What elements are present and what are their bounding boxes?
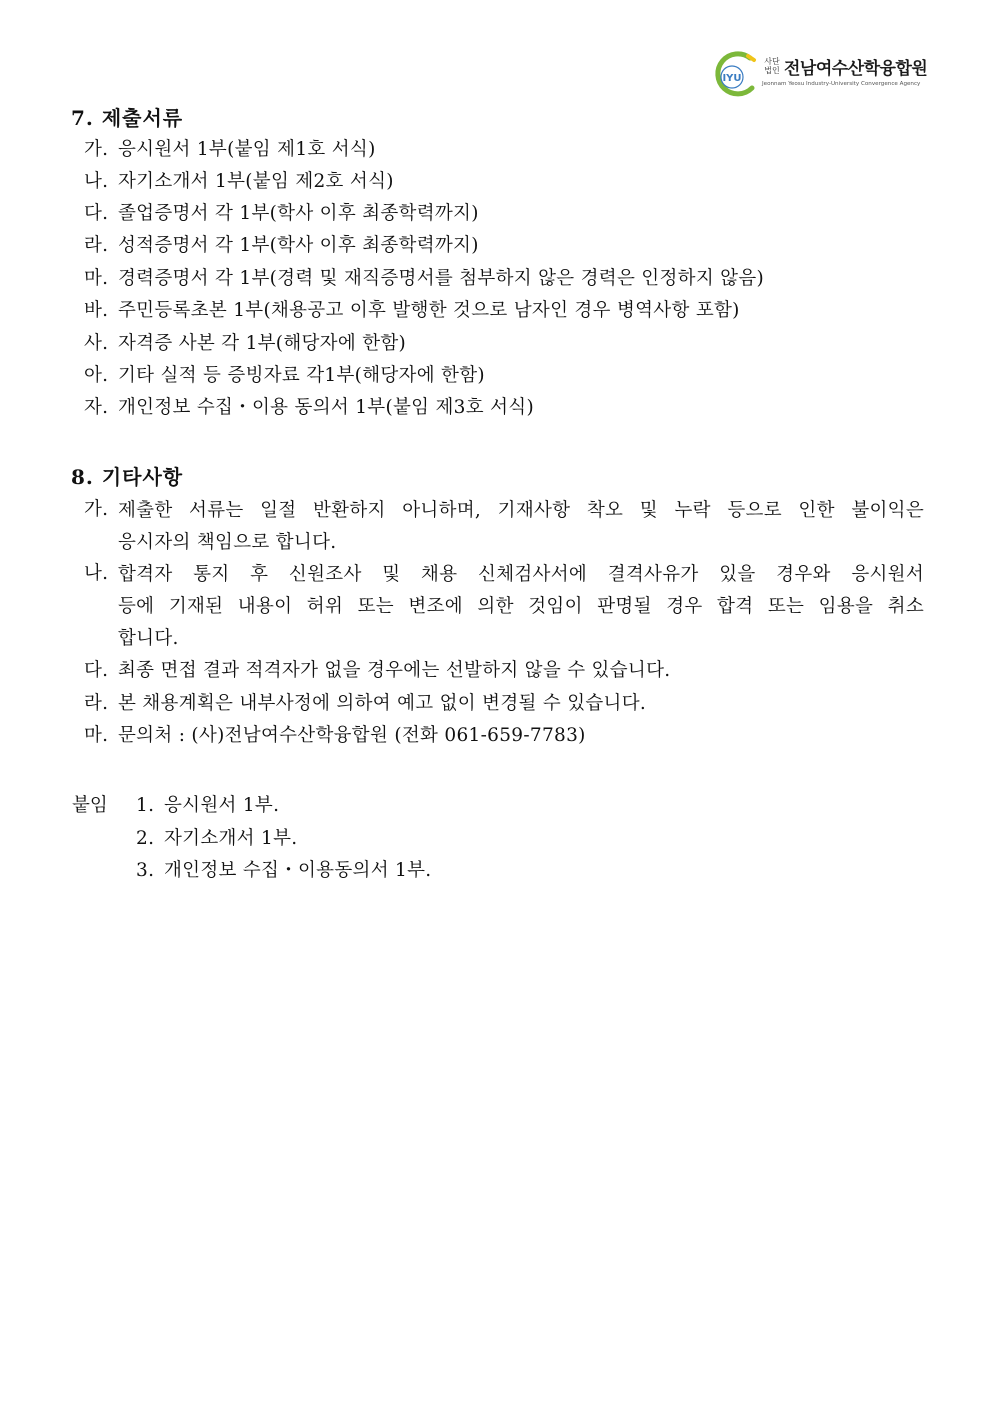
section-7-item [84,135,376,161]
item-mark: 마. [84,268,109,289]
item-mark: 바. [84,300,109,321]
item-text: 졸업증명서 각 1부(학사 이후 최종학력까지) [118,203,479,224]
section-8-item [84,689,646,715]
item-text [118,559,924,655]
item-text: 경력증명서 각 1부(경력 및 재직증명서를 첨부하지 않은 경력은 인정하지 않음) [118,268,765,289]
item-mark: 가. [84,499,109,520]
item-mark: 다. [84,203,109,224]
section-8-title: 8. 기타사항 [71,465,184,489]
logo-prefix-top: 사단 [764,57,780,66]
item-text: 본 채용계획은 내부사정에 의하여 예고 없이 변경될 수 있습니다. [118,693,647,714]
section-7-item [84,361,485,387]
logo-mark-letters: IYU [722,73,742,84]
attachment-number: 1. [136,795,155,816]
section-8-item [84,656,670,682]
attachment-text: 자기소개서 1부. [164,828,298,849]
attachment-text: 개인정보 수집・이용동의서 1부. [164,860,432,881]
attachment-item [136,791,279,817]
section-7-item [84,329,406,355]
item-mark: 나. [84,563,109,584]
item-mark: 자. [84,397,109,418]
item-text: 자격증 사본 각 1부(해당자에 한함) [118,333,407,354]
item-mark: 아. [84,365,109,386]
section-8-item [84,495,924,559]
section-7-item [84,264,764,290]
item-text: 기타 실적 등 증빙자료 각1부(해당자에 한함) [118,365,485,386]
attachment-text: 응시원서 1부. [164,795,280,816]
item-text-line: 등에 기재된 내용이 허위 또는 변조에 의한 것임이 판명될 경우 합격 또는 임용을 취소 [118,596,924,617]
attachment-number: 3. [136,860,155,881]
section-8-item [84,559,924,655]
item-text: 주민등록초본 1부(채용공고 이후 발행한 것으로 남자인 경우 병역사항 포함) [118,300,740,321]
item-mark: 사. [84,333,109,354]
section-7-item [84,199,479,225]
section-8-item [84,721,586,747]
section-7-item [84,231,479,257]
item-mark: 라. [84,235,109,256]
attachments-label: 붙임 [72,795,108,816]
section-7-title: 7. 제출서류 [71,106,184,130]
iyu-logo-icon [710,50,760,100]
logo-prefix [762,57,782,75]
item-text: 성적증명서 각 1부(학사 이후 최종학력까지) [118,235,479,256]
item-mark: 가. [84,139,109,160]
item-mark: 마. [84,725,109,746]
item-mark: 라. [84,693,109,714]
item-text-line: 제출한 서류는 일절 반환하지 아니하며, 기재사항 착오 및 누락 등으로 인한 불이익은 [118,500,924,521]
item-text-line: 합격자 통지 후 신원조사 및 채용 신체검사서에 결격사유가 있을 경우와 응시원서 [118,564,924,585]
item-text: 응시원서 1부(붙임 제1호 서식) [118,139,376,160]
section-7-item [84,296,740,322]
item-text-line: 응시자의 책임으로 합니다. [118,532,337,553]
item-text: 최종 면접 결과 적격자가 없을 경우에는 선발하지 않을 수 있습니다. [118,660,671,681]
item-text: 자기소개서 1부(붙임 제2호 서식) [118,171,394,192]
item-mark: 나. [84,171,109,192]
item-text [118,495,924,559]
logo-name: 전남여수산학융합원 [784,59,928,79]
attachment-item [136,856,431,882]
attachment-number: 2. [136,828,155,849]
section-7-item [84,167,394,193]
section-7-item [84,393,534,419]
item-text-line: 합니다. [118,628,179,649]
organization-logo [710,50,932,100]
item-mark: 다. [84,660,109,681]
attachment-item [136,824,297,850]
item-text: 개인정보 수집・이용 동의서 1부(붙임 제3호 서식) [118,397,534,418]
logo-prefix-bottom: 법인 [764,66,780,75]
item-text: 문의처 : (사)전남여수산학융합원 (전화 061-659-7783) [118,725,586,746]
logo-english-name: Jeonnam Yeosu Industry-University Convergence Agency [762,81,921,87]
